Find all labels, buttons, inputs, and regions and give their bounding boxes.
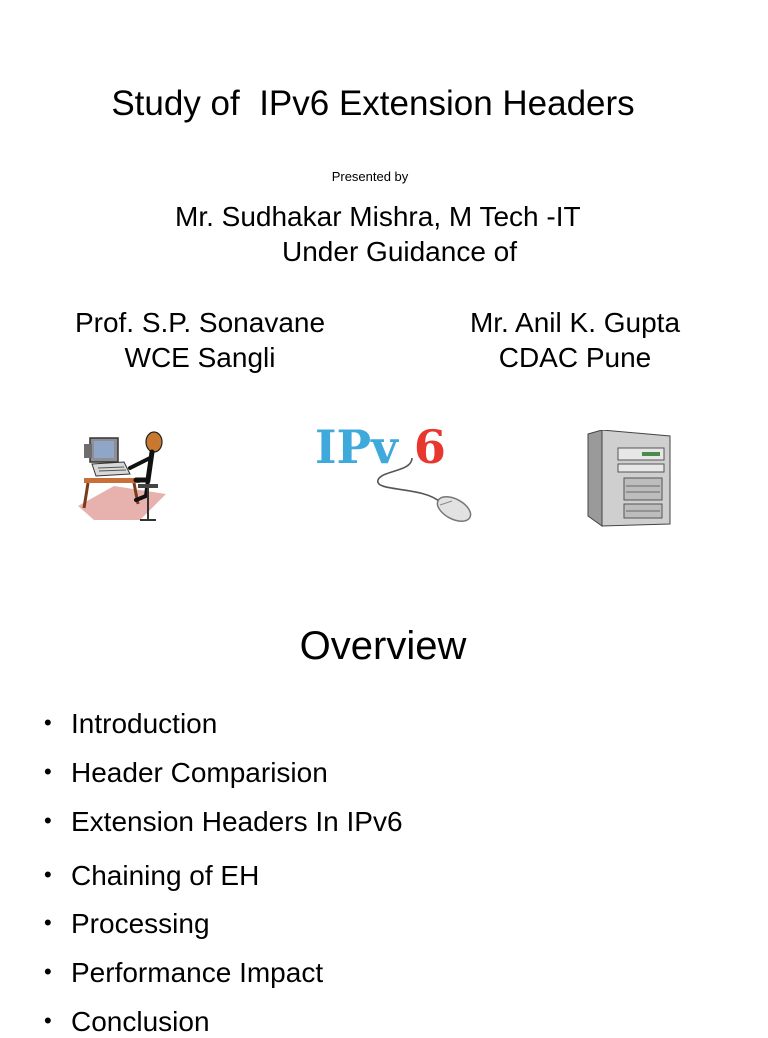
guide-name: Prof. S.P. Sonavane [74, 307, 326, 338]
person-at-computer-clipart [74, 428, 170, 524]
list-item: • Performance Impact [44, 957, 324, 988]
presented-by-label: Presented by [331, 169, 409, 184]
guide-org: CDAC Pune [498, 342, 652, 373]
bullet-icon: • [44, 910, 52, 935]
list-item: • Chaining of EH [44, 860, 260, 891]
guide-org: WCE Sangli [124, 342, 276, 373]
bullet-icon: • [44, 862, 52, 887]
list-item: • Introduction [44, 708, 218, 739]
bullet-icon: • [44, 808, 52, 833]
guide-left [50, 305, 350, 375]
bullet-icon: • [44, 759, 52, 784]
bullet-icon: • [44, 710, 52, 735]
guide-name: Mr. Anil K. Gupta [469, 307, 681, 338]
ipv6-logo-text: IPv 6 [315, 420, 446, 474]
list-item: • Extension Headers In IPv6 [44, 806, 403, 837]
guide-right [433, 305, 717, 375]
slide-title: Study of IPv6 Extension Headers [111, 84, 635, 123]
list-item: • Processing [44, 908, 210, 939]
bullet-icon: • [44, 1008, 52, 1033]
bullet-icon: • [44, 959, 52, 984]
guidance-label: Under Guidance of [282, 236, 518, 267]
server-clipart [584, 430, 674, 528]
list-item: • Conclusion [44, 1006, 210, 1037]
presenter-name: Mr. Sudhakar Mishra, M Tech -IT [175, 201, 581, 232]
overview-heading: Overview [299, 624, 467, 668]
ipv6-mouse-clipart [312, 410, 476, 524]
list-item: • Header Comparision [44, 757, 328, 788]
